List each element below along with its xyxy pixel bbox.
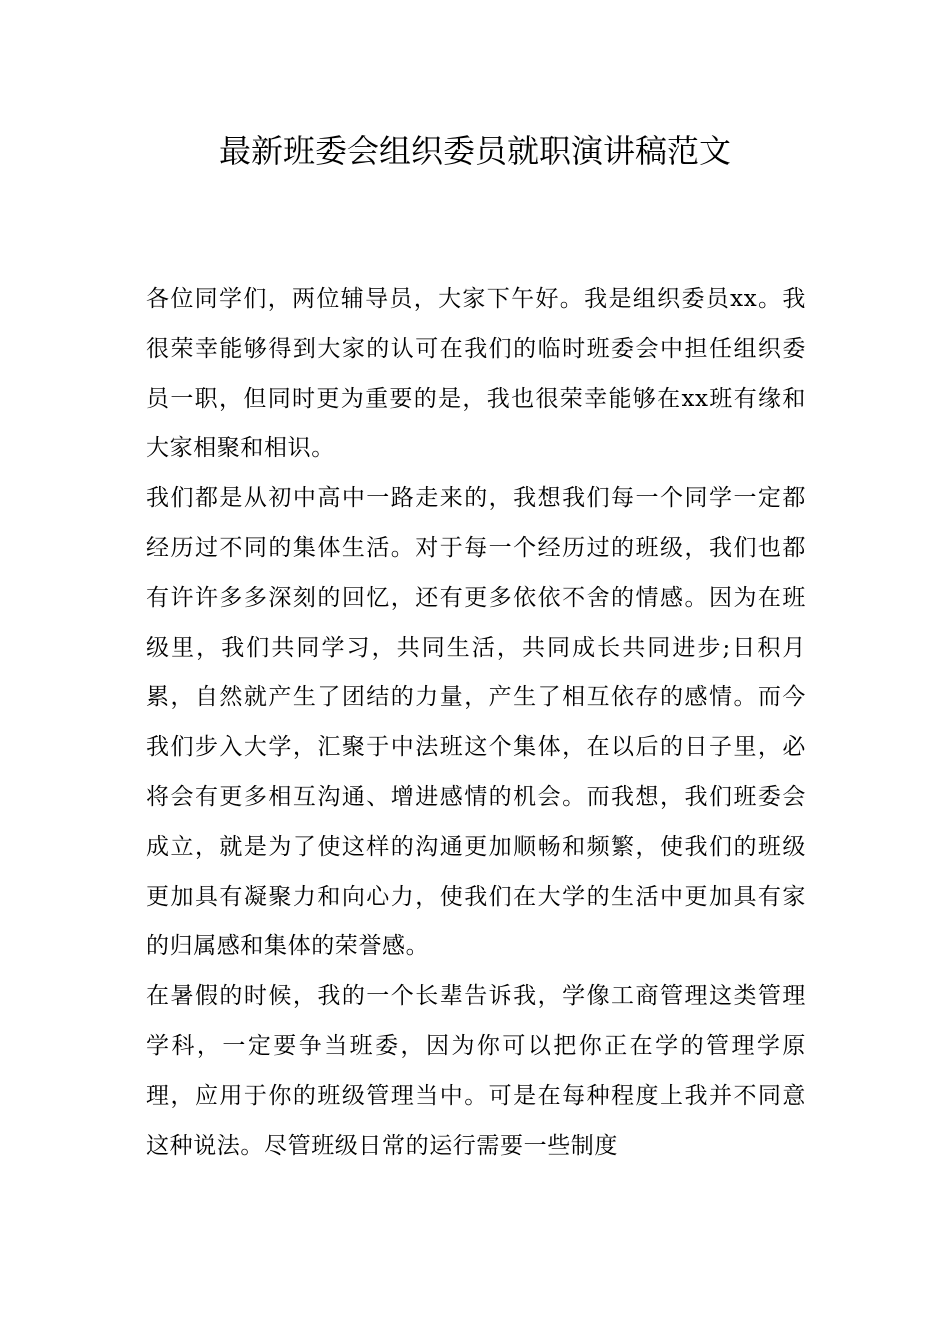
paragraph-class-life: 我们都是从初中高中一路走来的，我想我们每一个同学一定都经历过不同的集体生活。对于每一个经历过的班级，我们也都有许许多多深刻的回忆，还有更多依依不舍的情感。因为在班级里，我们共同学习，共同生活，共同成长共同进步;日积月累，自然就产生了团结的力量，产生了相互依存的感情。而今我们步入大学，汇聚于中法班这个集体，在以后的日子里，必将会有更多相互沟通、增进感情的机会。而我想，我们班委会成立，就是为了使这样的沟通更加顺畅和频繁，使我们的班级更加具有凝聚力和向心力，使我们在大学的生活中更加具有家的归属感和集体的荣誉感。 [146,485,806,960]
paragraph-management: 在暑假的时候，我的一个长辈告诉我，学像工商管理这类管理学科，一定要争当班委，因为你可以把你正在学的管理学原理，应用于你的班级管理当中。可是在每种程度上我并不同意这种说法。尽管班级日常的运行需要一些制度 [146,983,806,1159]
paragraph-greeting: 各位同学们，两位辅导员，大家下午好。我是组织委员xx。我很荣幸能够得到大家的认可在我们的临时班委会中担任组织委员一职，但同时更为重要的是，我也很荣幸能够在xx班有缘和大家相聚和相识。 [146,286,806,462]
document-title: 最新班委会组织委员就职演讲稿范文 [218,132,731,170]
document-body [146,275,806,1171]
